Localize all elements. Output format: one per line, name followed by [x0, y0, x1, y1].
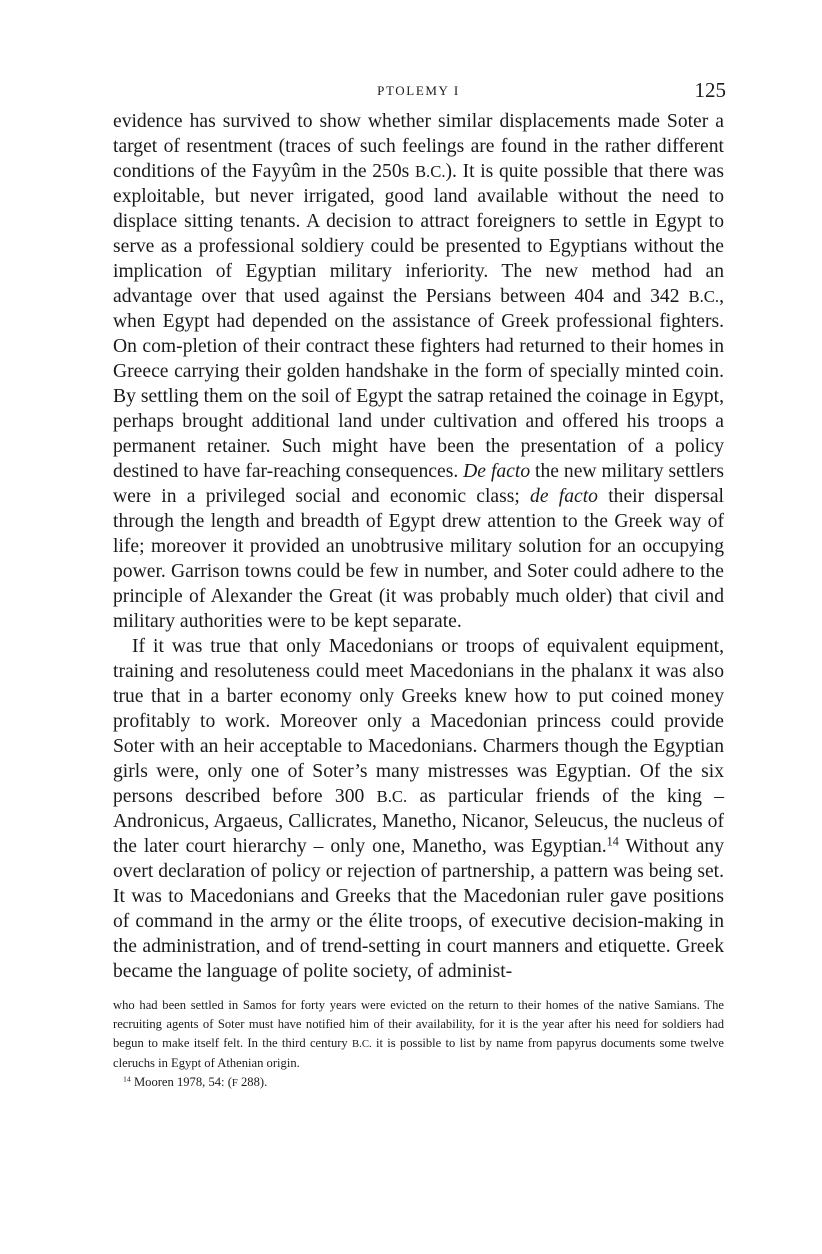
footnotes	[113, 996, 724, 1093]
latin-phrase: De facto	[463, 461, 531, 482]
footnote-14	[113, 1073, 724, 1093]
text-run: evidence has survived to show whether similar displacements made Soter a target of resentment (traces of such feelings are found in the rather different conditions of the Fayyûm in the 250s	[113, 111, 724, 182]
body-text	[113, 109, 724, 984]
latin-phrase: de facto	[530, 486, 598, 507]
text-run: the new military settlers were in a privileged social and economic class;	[113, 461, 724, 507]
paragraph-1	[113, 109, 724, 634]
era-abbreviation: B.C.	[688, 287, 720, 306]
text-run: If it was true that only Macedonians or troops of equivalent equipment, training and resoluteness could meet Macedonians in the phalanx it was also true that in a barter economy only Greeks knew how to put coined money profitably to work. Moreover only a Macedonian princess could provide Soter with an heir acceptable to Macedonians. Charmers though the Egyptian girls were, only one of Soter’s many mistresses was Egyptian. Of the six persons described before 300	[113, 636, 724, 807]
text-run: , when Egypt had depended on the assistance of Greek professional fighters. On com-pletion of their contract these fighters had returned to their homes in Greece carrying their golden handshake in the form of specially minted coin. By settling them on the soil of Egypt the satrap retained the coinage in Egypt, perhaps brought additional land under cultivation and offered his troops a permanent retainer. Such might have been the presentation of a policy destined to have far-reaching consequences.	[113, 286, 724, 482]
footnote-marker[interactable]: 14	[606, 834, 619, 849]
text-run: who had been settled in Samos for forty years were evicted on the return to their homes of the native Samians. The recruiting agents of Soter must have notified him of their availability, for it is the year after his need for soldiers had begun to make itself felt. In the third century	[113, 998, 724, 1050]
running-head	[113, 78, 724, 102]
text-run: ). It is quite possible that there was exploitable, but never irrigated, good land available without the need to displace sitting tenants. A decision to attract foreigners to settle in Egypt to serve as a professional soldiery could be presented to Egyptians without the implication of Egyptian military inferiority. The new method had an advantage over that used against the Persians between 404 and 342	[113, 161, 724, 307]
running-title: PTOLEMY I	[377, 83, 460, 98]
reference-code: F	[231, 1077, 238, 1089]
footnote-number: 14	[123, 1074, 131, 1084]
text-run: Mooren 1978, 54: (	[130, 1075, 232, 1089]
footnote-continuation	[113, 996, 724, 1073]
paragraph-2	[113, 634, 724, 984]
text-run: 288).	[237, 1075, 268, 1089]
era-abbreviation: B.C.	[352, 1038, 372, 1050]
page-number: 125	[694, 78, 726, 102]
text-run: it is possible to list by name from papyrus documents some twelve cleruchs in Egypt of Athenian origin.	[113, 1036, 724, 1070]
text-run: their dispersal through the length and breadth of Egypt drew attention to the Greek way of life; moreover it provided an unobtrusive military solution for an occupying power. Garrison towns could be few in number, and Soter could adhere to the principle of Alexander the Great (it was probably much older) that civil and military authorities were to be kept separate.	[113, 486, 725, 632]
era-abbreviation: B.C.	[376, 787, 408, 806]
era-abbreviation: B.C.	[414, 162, 446, 181]
text-run: Without any overt declaration of policy or rejection of partnership, a pattern was being set. It was to Macedonians and Greeks that the Macedonian ruler gave positions of command in the army or the élite troops, of executive decision-making in the administration, and of trend-setting in court manners and etiquette. Greek became the language of polite society, of administ-	[113, 836, 724, 982]
text-run: as particular friends of the king – Andronicus, Argaeus, Callicrates, Manetho, Nicanor, Seleucus, the nucleus of the later court hierarchy – only one, Manetho, was Egyptian.	[113, 786, 724, 857]
